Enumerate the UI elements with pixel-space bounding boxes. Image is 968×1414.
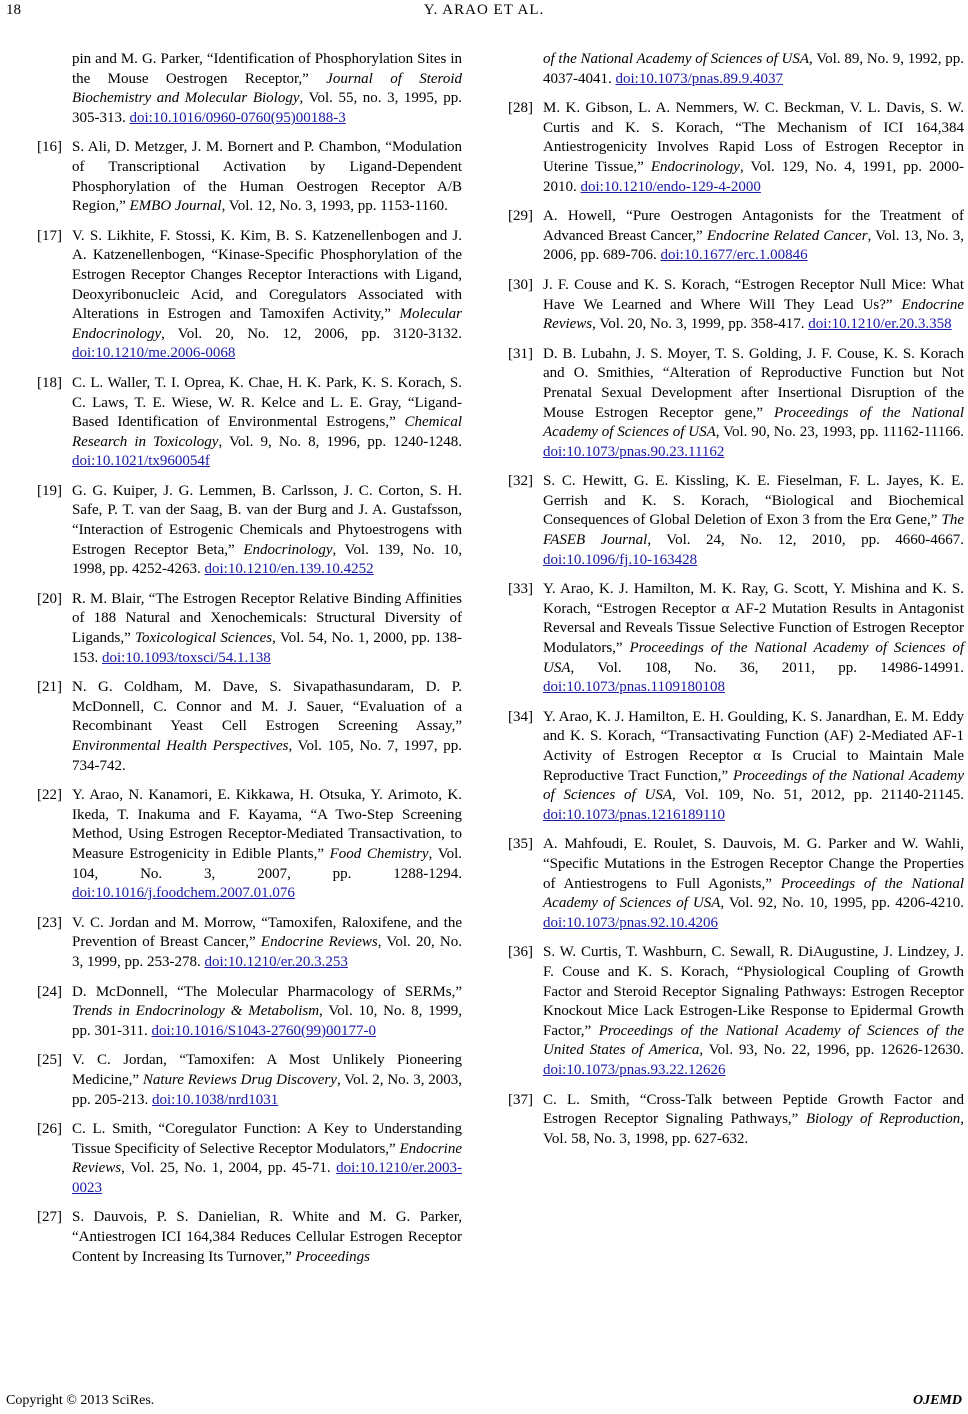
reference-journal: Proceedings of the National Academy of Sciences of USA: [543, 767, 964, 804]
doi-link[interactable]: doi:10.1016/S1043-2760(99)00177-0: [151, 1022, 377, 1039]
reference-number: [29]: [508, 208, 533, 225]
reference-text: [543, 207, 964, 266]
reference-text: [72, 786, 462, 904]
reference-authors-title: N. G. Coldham, M. Dave, S. Sivapathasundaram, D. P. McDonnell, C. Connor and M. J. Sauer, “Evaluation of a Recombinant Yeast Cell Estrogen Screening Assay,”: [72, 679, 462, 735]
reference-volume-pages: , Vol. 129, No. 4, 1991, pp. 2000-2010.: [543, 158, 965, 195]
reference-number: [21]: [37, 679, 62, 696]
reference-number: [20]: [37, 590, 62, 607]
running-head: Y. ARAO ET AL.: [423, 2, 545, 18]
reference-authors-title: D. McDonnell, “The Molecular Pharmacology of SERMs,”: [72, 983, 462, 1000]
reference-journal: Endocrinology: [650, 158, 740, 175]
reference-entry: [508, 276, 964, 335]
reference-journal: Proceedings of the National Academy of Sciences of the United States of America: [543, 1022, 964, 1059]
journal-abbreviation: OJEMD: [912, 1393, 962, 1408]
reference-journal: Endocrine Related Cancer: [706, 227, 868, 244]
reference-number: [26]: [37, 1121, 62, 1138]
reference-entry: [508, 50, 964, 89]
reference-text: [543, 276, 964, 335]
reference-volume-pages: , Vol. 2, No. 3, 2003, pp. 205-213.: [72, 1071, 462, 1108]
reference-volume-pages: , Vol. 108, No. 36, 2011, pp. 14986-14991.: [570, 659, 964, 676]
reference-journal: Toxicological Sciences: [135, 630, 273, 647]
reference-number: [30]: [508, 276, 533, 293]
reference-number: [35]: [508, 836, 533, 853]
reference-entry: [37, 482, 462, 580]
reference-volume-pages: , Vol. 55, no. 3, 1995, pp. 305-313.: [72, 90, 462, 126]
reference-authors-title: A. Mahfoudi, E. Roulet, S. Dauvois, M. G. Parker and W. Wahli, “Specific Mutations in the Estrogen Receptor Change the Properties of Antiestrogens to Full Agonists,”: [543, 836, 964, 892]
reference-entry: [37, 374, 462, 472]
reference-number: [33]: [508, 581, 533, 598]
reference-volume-pages: , Vol. 9, No. 8, 1996, pp. 1240-1248.: [218, 433, 463, 450]
reference-journal: The FASEB Journal: [543, 512, 964, 549]
reference-text: [543, 50, 964, 89]
reference-number: [18]: [37, 374, 62, 391]
reference-entry: [37, 1120, 462, 1198]
reference-number: [31]: [508, 345, 533, 362]
reference-volume-pages: , Vol. 89, No. 9, 1992, pp. 4037-4041.: [543, 51, 964, 87]
reference-entry: [508, 708, 964, 826]
reference-text: [72, 1120, 462, 1198]
reference-authors-title: C. L. Waller, T. I. Oprea, K. Chae, H. K. Park, K. S. Korach, S. C. Laws, T. E. Wiese, W. R. Kelce and L. E. Gray, “Ligand-Based Identification of Environmental Estrogens,”: [72, 374, 462, 431]
reference-entry: [508, 1091, 964, 1150]
reference-volume-pages: , Vol. 58, No. 3, 1998, pp. 627-632.: [543, 1111, 964, 1147]
reference-text: [72, 374, 462, 472]
reference-volume-pages: , Vol. 139, No. 10, 1998, pp. 4252-4263.: [72, 541, 462, 578]
reference-text: [543, 708, 964, 826]
reference-journal: Molecular Endocrinology: [72, 306, 462, 342]
reference-authors-title: V. C. Jordan, “Tamoxifen: A Most Unlikely Pioneering Medicine,”: [72, 1052, 462, 1088]
reference-authors-title: S. Dauvois, P. S. Danielian, R. White and M. G. Parker, “Antiestrogen ICI 164,384 Reduces Cellular Estrogen Receptor Content by Increasing Its Turnover,”: [72, 1209, 462, 1265]
reference-journal: Endocrinology: [243, 541, 333, 558]
reference-entry: [37, 590, 462, 668]
references-right-column: [508, 50, 964, 1159]
reference-text: [543, 835, 964, 933]
reference-authors-title: S. C. Hewitt, G. E. Kissling, K. E. Fieselman, F. L. Jayes, K. E. Gerrish and K. S. Korach, “Biological and Biochemical Consequences of Global Deletion of Exon 3 from the Erα Gene,”: [543, 473, 964, 529]
doi-link[interactable]: doi:10.1073/pnas.1109180108: [543, 679, 725, 696]
reference-number: [16]: [37, 139, 62, 156]
reference-entry: [37, 914, 462, 973]
doi-link[interactable]: doi:10.1038/nrd1031: [152, 1091, 279, 1108]
reference-journal: Biology of Reproduction: [805, 1111, 961, 1128]
reference-text: [543, 472, 964, 570]
doi-link[interactable]: doi:10.1073/pnas.90.23.11162: [543, 443, 725, 460]
reference-volume-pages: , Vol. 10, No. 8, 1999, pp. 301-311.: [72, 1003, 462, 1039]
reference-text: [72, 482, 462, 580]
reference-authors-title: Y. Arao, K. J. Hamilton, E. H. Goulding, K. S. Janardhan, E. M. Eddy and K. S. Korach, “Transactivating Function (AF) 2-Mediated AF-1 Activity of Estrogen Receptor α Is Crucial to Maintain Male Reproductive Tract Function,”: [543, 708, 964, 784]
references-left-column: [37, 50, 462, 1277]
reference-volume-pages: , Vol. 109, No. 51, 2012, pp. 21140-21145.: [672, 787, 965, 804]
reference-journal: Endocrine Reviews: [260, 934, 378, 951]
reference-volume-pages: , Vol. 90, No. 23, 1993, pp. 11162-11166.: [715, 424, 964, 441]
reference-journal: Endocrine Reviews: [72, 1140, 462, 1177]
doi-link[interactable]: doi:10.1016/0960-0760(95)00188-3: [129, 109, 346, 126]
reference-entry: [508, 207, 964, 266]
reference-text: [72, 983, 462, 1042]
reference-text: [543, 345, 964, 463]
doi-link[interactable]: doi:10.1210/er.20.3.358: [808, 316, 952, 333]
reference-authors-title: A. Howell, “Pure Oestrogen Antagonists for the Treatment of Advanced Breast Cancer,”: [543, 208, 964, 244]
reference-number: [22]: [37, 787, 62, 804]
doi-link[interactable]: doi:10.1677/erc.1.00846: [660, 247, 808, 264]
reference-volume-pages: , Vol. 24, No. 12, 2010, pp. 4660-4667.: [647, 532, 964, 549]
reference-authors-title: G. G. Kuiper, J. G. Lemmen, B. Carlsson, J. C. Corton, S. H. Safe, P. T. van der Saag, B. van der Burg and J. A. Gustafsson, “Interaction of Estrogenic Chemicals and Phytoestrogens with Estrogen Receptor Beta,”: [72, 482, 462, 558]
doi-link[interactable]: doi:10.1073/pnas.1216189110: [543, 806, 725, 823]
reference-journal: of the National Academy of Sciences of USA: [543, 51, 810, 67]
doi-link[interactable]: doi:10.1073/pnas.92.10.4206: [543, 914, 718, 931]
page-header: [0, 0, 968, 30]
reference-entry: [37, 678, 462, 776]
reference-text: [543, 580, 964, 698]
doi-link[interactable]: doi:10.1093/toxsci/54.1.138: [102, 649, 271, 666]
doi-link[interactable]: doi:10.1210/endo-129-4-2000: [580, 178, 761, 195]
reference-entry: [37, 983, 462, 1042]
reference-authors-title: D. B. Lubahn, J. S. Moyer, T. S. Golding, J. F. Couse, K. S. Korach and O. Smithies, “Alteration of Reproductive Function but Not Prenatal Sexual Development after Insertional Disruption of the Mouse Estrogen Receptor gene,”: [543, 345, 964, 421]
reference-journal: Proceedings of the National Academy of Sciences of USA: [543, 875, 964, 912]
reference-journal: EMBO Journal: [129, 198, 222, 215]
reference-volume-pages: , Vol. 54, No. 1, 2000, pp. 138-153.: [72, 630, 463, 666]
reference-volume-pages: , Vol. 104, No. 3, 2007, pp. 1288-1294.: [72, 845, 463, 882]
page-footer: [0, 1393, 968, 1413]
reference-text: [543, 1091, 964, 1150]
reference-entry: [508, 472, 964, 570]
reference-entry: [37, 786, 462, 904]
reference-authors-title: V. S. Likhite, F. Stossi, K. Kim, B. S. Katzenellenbogen and J. A. Katzenellenbogen, “Kinase-Specific Phosphorylation of the Estrogen Receptor Changes Receptor Interactions with Ligand, Deoxyribonucleic Acid, and Coregulators Associated with Alterations in Estrogen and Tamoxifen Activity,”: [72, 227, 462, 323]
reference-entry: [508, 345, 964, 463]
reference-authors-title: M. K. Gibson, L. A. Nemmers, W. C. Beckman, V. L. Davis, S. W. Curtis and K. S. Korach, “The Mechanism of ICI 164,384 Antiestrogenicity Involves Rapid Loss of Estrogen Receptor in Uterine Tissue,”: [543, 100, 964, 175]
page-number: 18: [6, 2, 21, 18]
reference-authors-title: pin and M. G. Parker, “Identification of Phosphorylation Sites in the Mouse Oestrogen Receptor,”: [72, 51, 462, 87]
reference-authors-title: V. C. Jordan and M. Morrow, “Tamoxifen, Raloxifene, and the Prevention of Breast Cancer,”: [72, 914, 462, 951]
reference-entry: [508, 99, 964, 197]
reference-volume-pages: , Vol. 20, No. 3, 1999, pp. 253-278.: [72, 934, 462, 970]
reference-text: [72, 1051, 462, 1110]
reference-text: [72, 138, 462, 216]
reference-authors-title: C. L. Smith, “Cross-Talk between Peptide Growth Factor and Estrogen Receptor Signaling Pathways,”: [543, 1091, 964, 1128]
reference-authors-title: Y. Arao, K. J. Hamilton, M. K. Ray, G. Scott, Y. Mishina and K. S. Korach, “Estrogen Receptor α AF-2 Mutation Results in Antagonist Reversal and Reveals Tissue Selective Function of Estrogen Receptor Modulators,”: [543, 581, 964, 657]
reference-journal: Proceedings: [295, 1248, 370, 1265]
reference-authors-title: Y. Arao, N. Kanamori, E. Kikkawa, H. Otsuka, Y. Arimoto, K. Ikeda, T. Inakuma and F. Kayama, “A Two-Step Screening Method, Using Estrogen Receptor-Mediated Transactivation, to Measure Estrogenicity in Edible Plants,”: [72, 787, 462, 862]
reference-number: [23]: [37, 914, 62, 931]
reference-number: [25]: [37, 1052, 62, 1069]
reference-volume-pages: , Vol. 20, No. 12, 2006, pp. 3120-3132.: [161, 325, 462, 342]
reference-entry: [508, 943, 964, 1080]
reference-volume-pages: , Vol. 12, No. 3, 1993, pp. 1153-1160.: [221, 198, 448, 215]
doi-link[interactable]: doi:10.1096/fj.10-163428: [543, 551, 698, 568]
reference-entry: [37, 50, 462, 128]
reference-entry: [37, 1208, 462, 1267]
reference-number: [37]: [508, 1091, 533, 1108]
reference-number: [34]: [508, 708, 533, 725]
reference-entry: [37, 227, 462, 364]
reference-number: [32]: [508, 473, 533, 490]
reference-journal: Proceedings of the National Academy of Sciences of USA: [543, 640, 965, 676]
doi-link[interactable]: doi:10.1073/pnas.89.9.4037: [615, 70, 783, 87]
reference-number: [24]: [37, 983, 62, 1000]
reference-text: [72, 227, 462, 364]
reference-entry: [37, 1051, 462, 1110]
reference-authors-title: R. M. Blair, “The Estrogen Receptor Relative Binding Affinities of 188 Natural and Xenochemicals: Structural Diversity of Ligands,”: [72, 590, 462, 647]
reference-text: [543, 943, 964, 1080]
doi-link[interactable]: doi:10.1021/tx960054f: [72, 453, 210, 470]
reference-entry: [508, 580, 964, 698]
reference-entry: [508, 835, 964, 933]
reference-authors-title: J. F. Couse and K. S. Korach, “Estrogen Receptor Null Mice: What Have We Learned and Where Will They Lead Us?”: [543, 276, 964, 313]
reference-journal: Journal of Steroid Biochemistry and Molecular Biology: [72, 70, 462, 107]
reference-volume-pages: , Vol. 13, No. 3, 2006, pp. 689-706.: [543, 227, 964, 264]
reference-number: [17]: [37, 227, 62, 244]
reference-number: [28]: [508, 100, 533, 117]
reference-text: [543, 99, 964, 197]
reference-text: [72, 1208, 462, 1267]
copyright-notice: Copyright © 2013 SciRes.: [6, 1393, 155, 1408]
reference-text: [72, 914, 462, 973]
reference-text: [72, 50, 462, 128]
reference-volume-pages: , Vol. 93, No. 22, 1996, pp. 12626-12630.: [699, 1042, 964, 1059]
reference-number: [36]: [508, 944, 533, 961]
reference-volume-pages: , Vol. 105, No. 7, 1997, pp. 734-742.: [72, 738, 462, 774]
doi-link[interactable]: doi:10.1073/pnas.93.22.12626: [543, 1061, 726, 1078]
reference-text: [72, 590, 462, 668]
reference-journal: Environmental Health Perspectives: [72, 738, 289, 754]
doi-link[interactable]: doi:10.1210/en.139.10.4252: [204, 561, 374, 578]
doi-link[interactable]: doi:10.1210/er.20.3.253: [204, 953, 348, 970]
reference-volume-pages: , Vol. 20, No. 3, 1999, pp. 358-417.: [592, 316, 809, 333]
reference-journal: Trends in Endocrinology & Metabolism: [72, 1003, 320, 1020]
reference-journal: Proceedings of the National Academy of Sciences of USA: [543, 404, 964, 441]
reference-authors-title: S. W. Curtis, T. Washburn, C. Sewall, R. DiAugustine, J. Lindzey, J. F. Couse and K. S. Korach, “Physiological Coupling of Growth Factor and Steroid Receptor Signaling Pathways: Estrogen Receptor Knockout Mice Lack Estrogen-Like Response to Epidermal Growth Factor,”: [543, 944, 964, 1039]
doi-link[interactable]: doi:10.1210/er.2003-0023: [72, 1160, 462, 1196]
reference-volume-pages: , Vol. 25, No. 1, 2004, pp. 45-71.: [121, 1160, 337, 1177]
doi-link[interactable]: doi:10.1016/j.foodchem.2007.01.076: [72, 885, 295, 902]
reference-number: [19]: [37, 482, 62, 499]
reference-journal: Nature Reviews Drug Discovery: [142, 1071, 337, 1088]
reference-journal: Food Chemistry: [329, 845, 429, 862]
doi-link[interactable]: doi:10.1210/me.2006-0068: [72, 345, 236, 362]
reference-number: [27]: [37, 1209, 62, 1226]
reference-text: [72, 678, 462, 776]
reference-authors-title: S. Ali, D. Metzger, J. M. Bornert and P. Chambon, “Modulation of Transcriptional Activation by Ligand-Dependent Phosphorylation of the Human Oestrogen Receptor A/B Region,”: [72, 139, 462, 215]
reference-journal: Chemical Research in Toxicology: [72, 414, 462, 450]
reference-volume-pages: , Vol. 92, No. 10, 1995, pp. 4206-4210.: [720, 895, 965, 912]
reference-authors-title: C. L. Smith, “Coregulator Function: A Key to Understanding Tissue Specificity of Selective Receptor Modulators,”: [72, 1121, 462, 1157]
reference-journal: Endocrine Reviews: [543, 296, 964, 333]
reference-entry: [37, 138, 462, 216]
